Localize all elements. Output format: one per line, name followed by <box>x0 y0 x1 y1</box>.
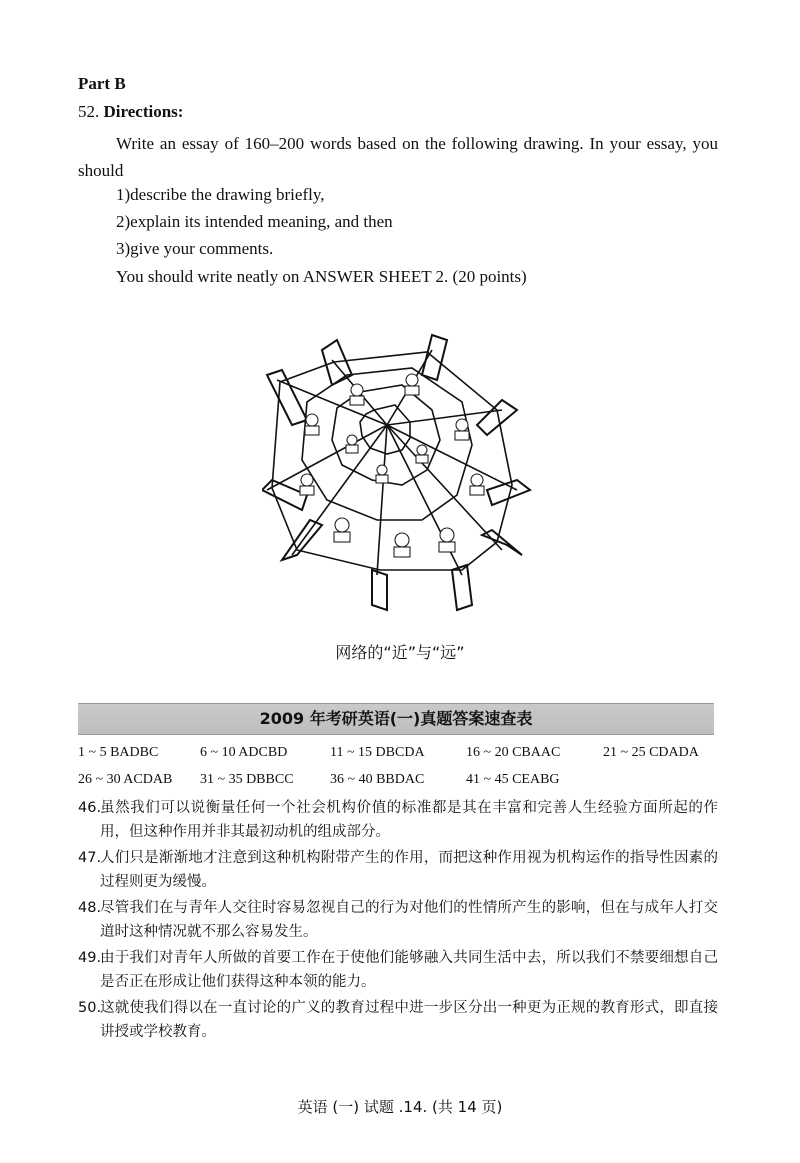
drawing-caption: 网络的“近”与“远” <box>335 643 465 662</box>
translation-text: 人们只是渐渐地才注意到这种机构附带产生的作用，而把这种作用视为机构运作的指导性因素的过程则更为缓慢。 <box>100 850 718 890</box>
page-footer: 英语 (一) 试题 .14. (共 14 页) <box>297 1098 503 1116</box>
answer-key-31-35: 31 ~ 35 DBBCC <box>200 772 294 787</box>
question-number: 52. <box>78 102 100 121</box>
answer-key-1-5: 1 ~ 5 BADBC <box>78 745 159 760</box>
directions-label: Directions: <box>103 102 184 121</box>
answer-key-36-40: 36 ~ 40 BBDAC <box>330 772 425 787</box>
instruction-item-3: 3)give your comments. <box>116 239 274 258</box>
translation-47 <box>78 846 718 894</box>
translation-number: 46. <box>78 800 102 816</box>
answer-table-title: 2009 年考研英语(一)真题答案速查表 <box>78 703 714 735</box>
translation-number: 49. <box>78 950 102 966</box>
answer-key-41-45: 41 ~ 45 CEABG <box>466 772 560 787</box>
instruction-item-2: 2)explain its intended meaning, and then <box>116 212 393 231</box>
answer-key-21-25: 21 ~ 25 CDADA <box>603 745 699 760</box>
translation-text: 由于我们对青年人所做的首要工作在于使他们能够融入共同生活中去，所以我们不禁要细想自己是否正在形成让他们获得这种本领的能力。 <box>100 950 718 990</box>
translation-text: 虽然我们可以说衡量任何一个社会机构价值的标准都是其在丰富和完善人生经验方面所起的作用，但这种作用并非其最初动机的组成部分。 <box>100 800 718 840</box>
answer-key-11-15: 11 ~ 15 DBCDA <box>330 745 425 760</box>
translation-text: 尽管我们在与青年人交往时容易忽视自己的行为对他们的性情所产生的影响，但在与成年人打交道时这种情况就不那么容易发生。 <box>100 900 718 940</box>
translation-text: 这就使我们得以在一直讨论的广义的教育过程中进一步区分出一种更为正规的教育形式，即直接讲授或学校教育。 <box>100 1000 718 1040</box>
answer-key-16-20: 16 ~ 20 CBAAC <box>466 745 561 760</box>
translation-50 <box>78 996 718 1044</box>
translation-number: 48. <box>78 900 102 916</box>
essay-instructions: Write an essay of 160–200 words based on the following drawing. In your essay, you should <box>78 134 718 180</box>
answer-key-26-30: 26 ~ 30 ACDAB <box>78 772 173 787</box>
instruction-item-1: 1)describe the drawing briefly, <box>116 185 325 204</box>
translation-49 <box>78 946 718 994</box>
translation-46 <box>78 796 718 844</box>
translation-number: 50. <box>78 1000 102 1016</box>
answer-sheet-note: You should write neatly on ANSWER SHEET 2. (20 points) <box>116 267 527 286</box>
translation-number: 47. <box>78 850 102 866</box>
translation-48 <box>78 896 718 944</box>
directions-heading <box>78 102 183 122</box>
part-title: Part B <box>78 74 126 93</box>
spider-web-cubicles-drawing <box>262 330 532 620</box>
answer-key-6-10: 6 ~ 10 ADCBD <box>200 745 288 760</box>
